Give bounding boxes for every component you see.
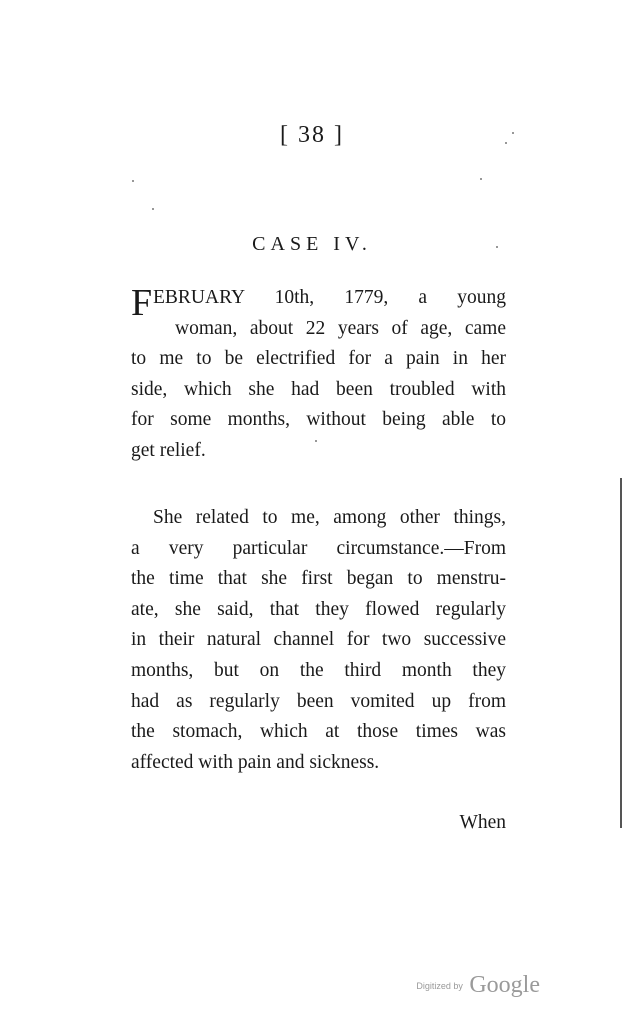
page-edge-shadow [620, 478, 622, 828]
paragraph-line: the time that she first began to menstru- [131, 568, 506, 590]
paragraph-line: get relief. [131, 439, 206, 461]
paragraph-line: EBRUARY 10th, 1779, a young [153, 287, 506, 308]
paragraph-2 [131, 503, 506, 778]
speck [480, 178, 482, 180]
speck [512, 132, 514, 134]
paragraph-line: a very particular circumstance.—From [131, 537, 506, 559]
paragraph-line: woman, about 22 years of age, came [175, 317, 506, 339]
catchword: When [459, 812, 506, 833]
paragraph-line: had as regularly been vomited up from [131, 690, 506, 712]
speck [132, 180, 134, 182]
paragraph-line: side, which she had been troubled with [131, 378, 506, 400]
watermark-small-text: Digitized by [416, 980, 463, 991]
digitized-watermark [416, 972, 540, 999]
paragraph-line: months, but on the third month they [131, 659, 506, 681]
paragraph-line: ate, she said, that they flowed regularly [131, 598, 506, 620]
page-number: [ 38 ] [280, 122, 344, 148]
speck [315, 440, 317, 442]
paragraph-line: in their natural channel for two successive [131, 629, 506, 651]
paragraph-line: She related to me, among other things, [153, 507, 506, 528]
speck [496, 246, 498, 248]
paragraph-line: for some months, without being able to [131, 409, 506, 431]
speck [505, 142, 507, 144]
speck [152, 208, 154, 210]
drop-cap: F [131, 282, 153, 324]
paragraph-line: to me to be electrified for a pain in her [131, 348, 506, 370]
paragraph-line: affected with pain and sickness. [131, 751, 380, 773]
paragraph-line: the stomach, which at those times was [131, 721, 506, 743]
case-heading: CASE IV. [252, 233, 372, 255]
paragraph-1 [131, 283, 506, 467]
google-logo: Google [469, 972, 540, 998]
